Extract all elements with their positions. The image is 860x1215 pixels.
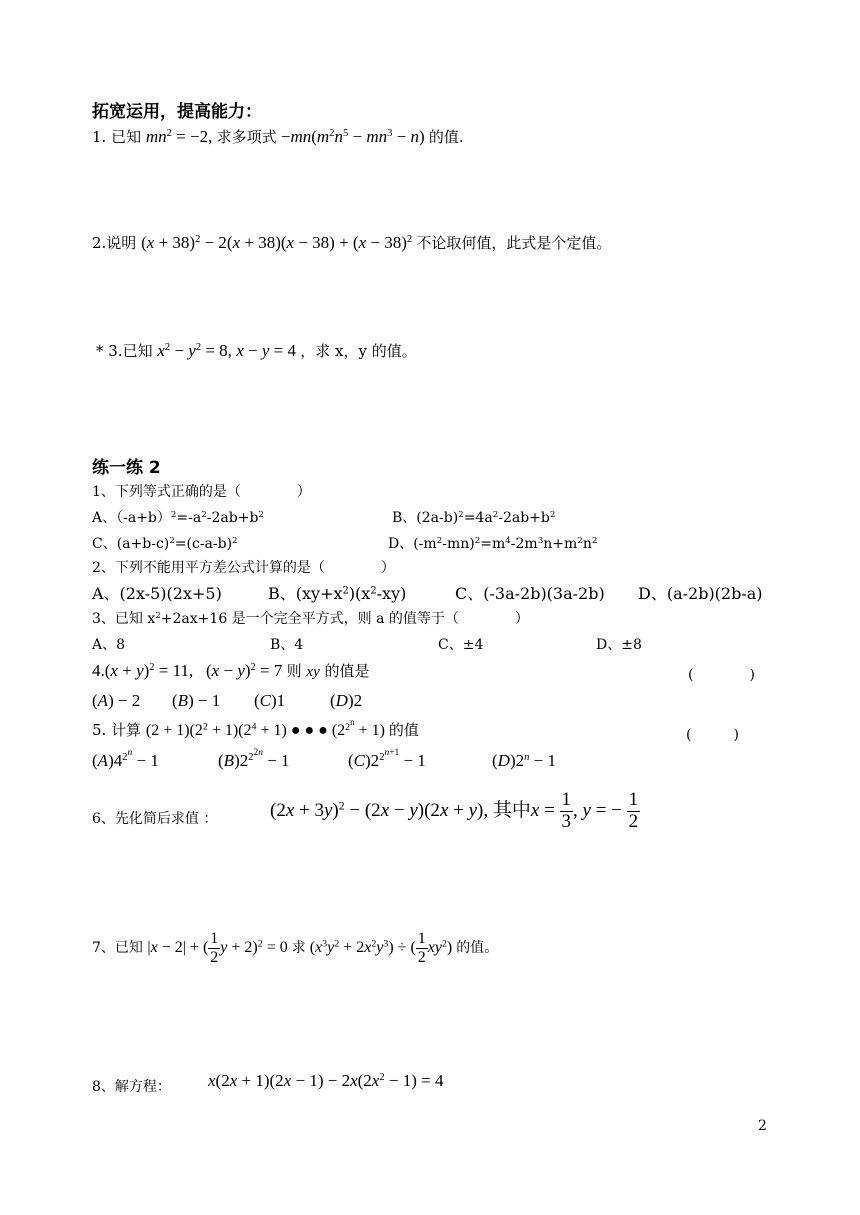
fraction-one-half: $\frac{1}{2}$: [628, 789, 639, 832]
mc-question-1-stem: 1、下列等式正确的是（ ）: [92, 484, 311, 500]
question-3-extend: [96, 340, 417, 361]
question-suffix: 不论取何值，此式是个定值。: [416, 234, 612, 252]
mc-question-3-option-c: C、±4: [438, 637, 484, 653]
question-expression: $4.(x + y)^2 = 11$, $(x - y)^2 = 7$: [92, 661, 287, 680]
question-suffix: ，求 x，y 的值。: [300, 342, 417, 360]
question-expression: $x^2 - y^2 = 8$, x − y = 4: [157, 341, 301, 360]
question-expression: $mn^2 = -2$, 求多项式 $-mn(m^2n^5 - mn^3 - n)$: [145, 127, 429, 146]
question-6-expression: $(2x + 3y)^2 - (2x - y)(2x + y)$, 其中x = $\frac{1}{3}$ , y = − $\frac{1}{2}$: [270, 789, 639, 832]
question-6-prefix: 6、先化简后求值 ：: [92, 811, 218, 827]
question-expression: |x − 2| + ( $\frac{1}{2}$ y + 2)$^2$ = 0 求 $(x^3y^2 + 2x^2y^3)$ ÷ ( $\frac{1}{2}$ $xy^2$): [147, 930, 457, 966]
mc-question-1-option-c: C、$(a+b-c)^2=(c-a-b)^2$: [92, 536, 238, 552]
mc-question-5-stem: 5. 计算 $(2 + 1)(2^2 + 1)(2^4 + 1)$ ● ● ● $(2^{2^n} + 1)$ 的值: [92, 716, 419, 739]
mc-question-2-stem: 2、下列不能用平方差公式计算的是（ ）: [92, 560, 395, 576]
question-prefix: 2.说明: [92, 234, 137, 252]
section-heading-extend: 拓宽运用，提高能力：: [92, 102, 262, 122]
mc-question-4-stem: $4.(x + y)^2 = 11$, $(x - y)^2 = 7$ 则 xy 的值是: [92, 661, 370, 680]
question-7: 7、已知 |x − 2| + ( $\frac{1}{2}$ y + 2)$^2$ = 0 求 $(x^3y^2 + 2x^2y^3)$ ÷ ( $\frac{1}{2}$ $xy^2$) 的值。: [92, 930, 499, 966]
mc-question-1-option-b: B、$(2a-b)^2=4a^2-2ab+b^2$: [392, 510, 556, 526]
mc-question-3-option-d: D、±8: [596, 637, 642, 653]
mc-question-1-option-d: D、$(-m^2-mn)^2=m^4-2m^3n+m^2n^2$: [388, 536, 598, 552]
question-8-prefix: 8、解方程：: [92, 1079, 171, 1095]
question-suffix: 的值.: [428, 128, 464, 146]
question-2-extend: [92, 232, 611, 253]
mc-question-5-option-b: $(B)2^{2^{2n}} - 1$: [218, 748, 290, 770]
mc-question-5-option-c: $(C)2^{2^{n+1}} - 1$: [348, 748, 426, 770]
mc-question-3-option-a: A、8: [92, 637, 126, 653]
page-number: 2: [758, 1118, 767, 1134]
mc-question-2-option-a: A、(2x-5)(2x+5): [92, 584, 222, 603]
mc-question-4-option-b: (B) − 1: [172, 691, 221, 710]
mc-question-2-option-b: B、$(xy+x^2)(x^2-xy)$: [268, 584, 407, 603]
mc-question-2-option-c: C、(-3a-2b)(3a-2b): [455, 584, 605, 603]
mc-question-2-option-d: D、(a-2b)(2b-a): [638, 584, 763, 603]
mc-question-4-option-a: (A) − 2: [92, 691, 141, 710]
mc-question-4-option-d: (D)2: [330, 691, 363, 710]
mc-question-4-option-c: (C)1: [254, 691, 286, 710]
mc-question-1-option-a: A、$(-a+b)^2=-a^2-2ab+b^2$: [92, 510, 264, 526]
section-heading-practice: 练一练 2: [92, 458, 161, 478]
mc-question-5-option-a: $(A)4^{2^n} - 1$: [92, 748, 159, 770]
mc-question-5-answer-parens: ( ): [686, 727, 739, 743]
question-prefix: 1. 已知: [92, 128, 142, 146]
question-8-equation: $x(2x + 1)(2x - 1) - 2x(2x^2 - 1) = 4$: [208, 1071, 444, 1090]
question-expression: $(x + 38)^2 - 2(x + 38)(x - 38) + (x - 38)^2$: [141, 233, 413, 252]
question-1-extend: [92, 126, 464, 147]
question-prefix: * 3.已知: [96, 342, 153, 360]
mc-question-3-option-b: B、4: [270, 637, 304, 653]
fraction-one-third: $\frac{1}{3}$: [561, 789, 572, 832]
mc-question-4-answer-parens: ( ): [688, 667, 755, 683]
question-expression: $(2 + 1)(2^2 + 1)(2^4 + 1)$ ● ● ● $(2^{2^n} + 1)$: [145, 716, 389, 739]
mc-question-3-stem: 3、已知 $x^2+2ax+16$ 是一个完全平方式，则 a 的值等于（ ）: [92, 611, 529, 627]
mc-question-5-option-d: $(D)2^n - 1$: [492, 751, 556, 770]
